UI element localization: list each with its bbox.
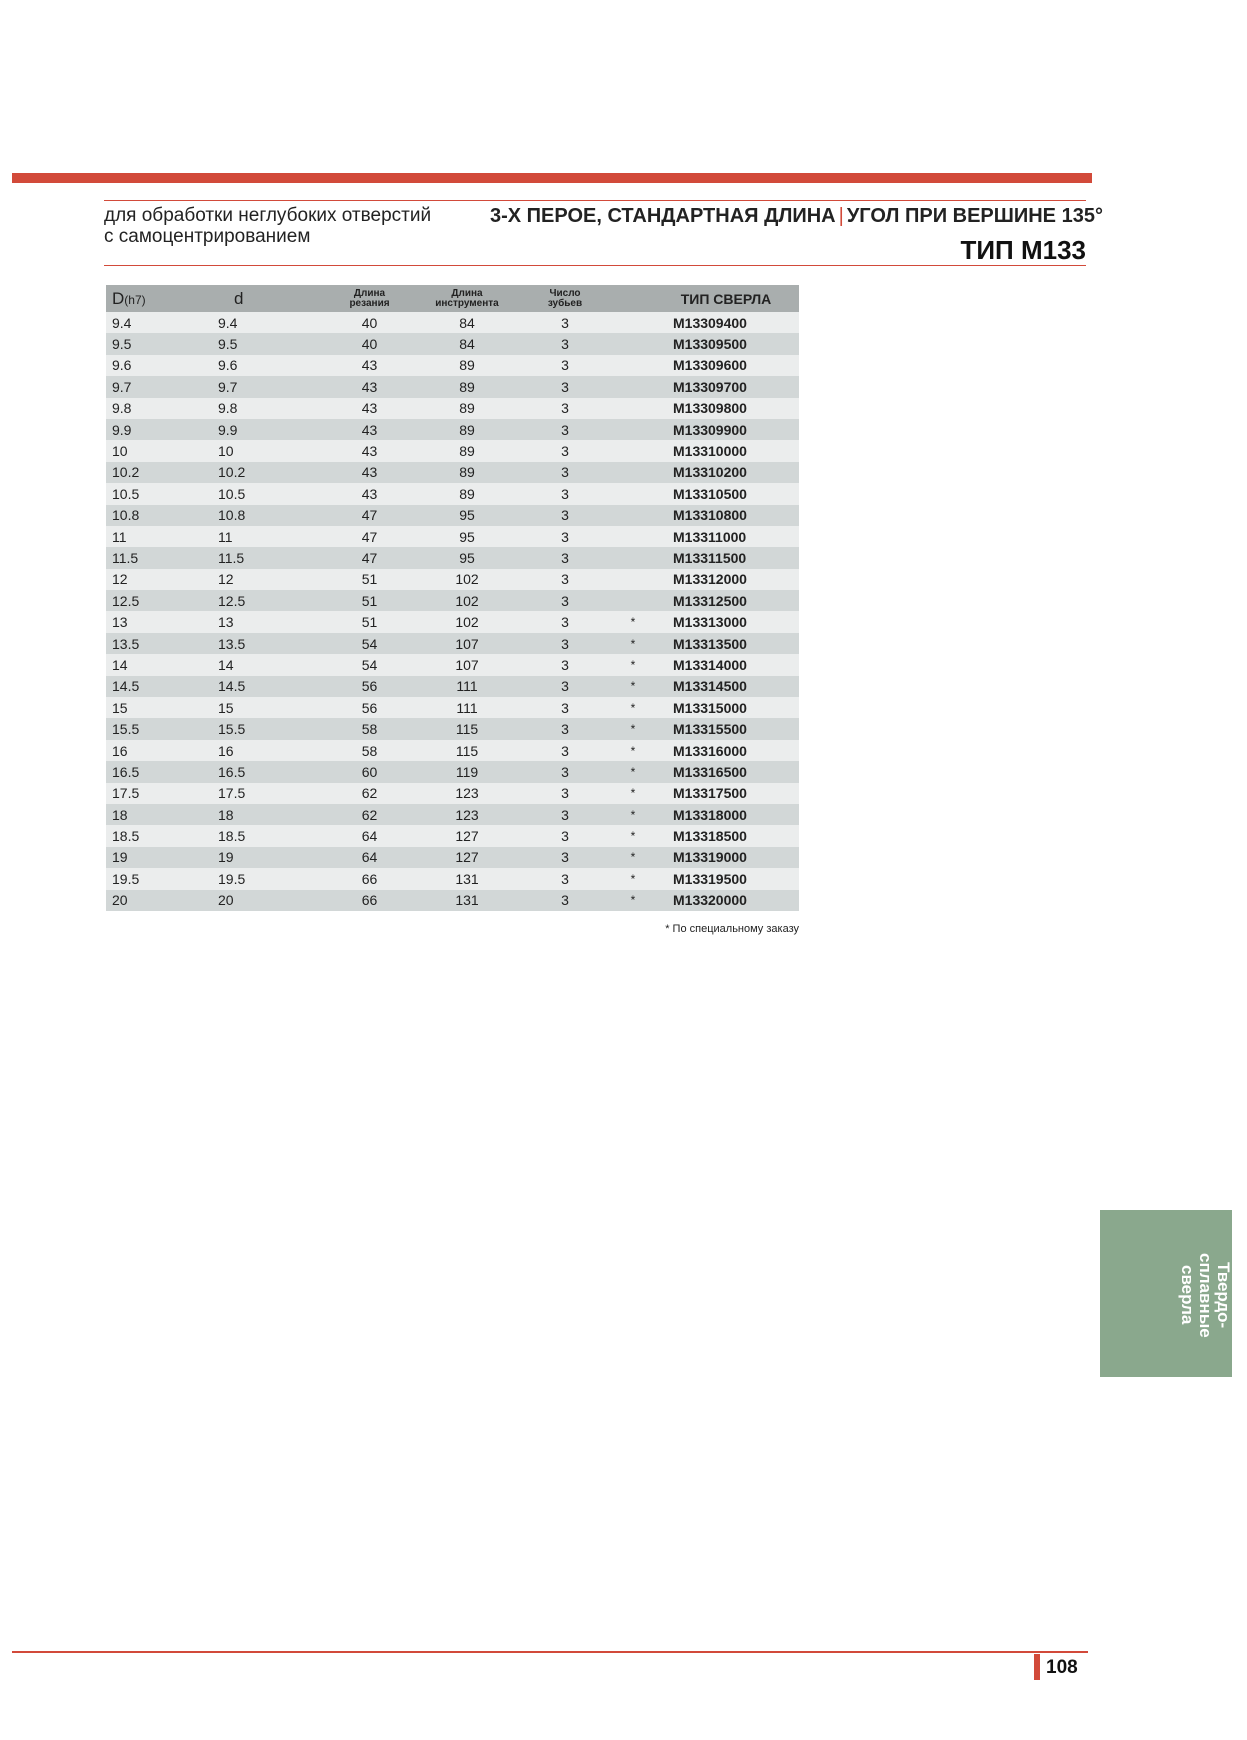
footer-rule	[12, 1651, 1088, 1653]
cell-special-order	[613, 483, 653, 504]
table-row	[106, 868, 799, 889]
cell-special-order: *	[613, 676, 653, 697]
cell-drill-code: M13313000	[653, 611, 799, 632]
cell-d: 18.5	[210, 825, 322, 846]
cell-tool-length: 111	[417, 697, 517, 718]
cell-d: 16.5	[210, 761, 322, 782]
section-tab-line-1: Твердо-	[1214, 1261, 1233, 1329]
cell-tool-length: 95	[417, 547, 517, 568]
cell-drill-code: M13309800	[653, 398, 799, 419]
cell-teeth: 3	[517, 890, 613, 911]
cell-tool-length: 107	[417, 654, 517, 675]
cell-D: 16	[106, 740, 210, 761]
cell-special-order: *	[613, 847, 653, 868]
cell-drill-code: M13319500	[653, 868, 799, 889]
heading-separator: |	[838, 205, 844, 227]
table-row	[106, 398, 799, 419]
cell-d: 13.5	[210, 633, 322, 654]
cell-tool-length: 102	[417, 569, 517, 590]
cell-d: 12	[210, 569, 322, 590]
section-tab[interactable]	[1100, 1210, 1232, 1377]
cell-d: 16	[210, 740, 322, 761]
table-row	[106, 526, 799, 547]
cell-tool-length: 95	[417, 505, 517, 526]
cell-special-order	[613, 376, 653, 397]
cell-tool-length: 115	[417, 740, 517, 761]
cell-d: 11	[210, 526, 322, 547]
cell-d: 10	[210, 440, 322, 461]
cell-cut-length: 66	[322, 868, 417, 889]
cell-D: 13	[106, 611, 210, 632]
cell-cut-length: 54	[322, 633, 417, 654]
cell-D: 15.5	[106, 718, 210, 739]
cell-cut-length: 43	[322, 483, 417, 504]
cell-teeth: 3	[517, 333, 613, 354]
header-rule-top	[104, 200, 1086, 201]
cell-drill-code: M13309500	[653, 333, 799, 354]
col-header-tool-length: Длина инструмента	[417, 285, 517, 312]
cell-cut-length: 43	[322, 376, 417, 397]
cell-D: 17.5	[106, 783, 210, 804]
cell-D: 18.5	[106, 825, 210, 846]
cell-cut-length: 56	[322, 676, 417, 697]
cell-D: 19.5	[106, 868, 210, 889]
footnote: * По специальному заказу	[665, 923, 799, 935]
cell-d: 12.5	[210, 590, 322, 611]
table-row	[106, 761, 799, 782]
cell-special-order	[613, 505, 653, 526]
cell-cut-length: 43	[322, 419, 417, 440]
cell-d: 10.2	[210, 462, 322, 483]
drill-spec-table	[106, 285, 799, 911]
table-row	[106, 740, 799, 761]
cell-d: 15.5	[210, 718, 322, 739]
cell-drill-code: M13310800	[653, 505, 799, 526]
cell-tool-length: 89	[417, 398, 517, 419]
cell-special-order: *	[613, 890, 653, 911]
cell-drill-code: M13314500	[653, 676, 799, 697]
cell-drill-code: M13314000	[653, 654, 799, 675]
cell-tool-length: 127	[417, 825, 517, 846]
cell-special-order: *	[613, 783, 653, 804]
cell-drill-code: M13318000	[653, 804, 799, 825]
cell-cut-length: 58	[322, 740, 417, 761]
cell-cut-length: 51	[322, 590, 417, 611]
cell-d: 9.4	[210, 312, 322, 333]
cell-tool-length: 102	[417, 611, 517, 632]
cell-teeth: 3	[517, 868, 613, 889]
cell-tool-length: 119	[417, 761, 517, 782]
table-row	[106, 312, 799, 333]
table-row	[106, 654, 799, 675]
product-heading	[490, 205, 1103, 228]
cell-teeth: 3	[517, 376, 613, 397]
cell-special-order: *	[613, 761, 653, 782]
cell-D: 11	[106, 526, 210, 547]
cell-d: 9.5	[210, 333, 322, 354]
table-row	[106, 569, 799, 590]
cell-teeth: 3	[517, 740, 613, 761]
cell-drill-code: M13316500	[653, 761, 799, 782]
cell-cut-length: 47	[322, 505, 417, 526]
section-tab-label	[1100, 1220, 1232, 1370]
cell-drill-code: M13316000	[653, 740, 799, 761]
cell-teeth: 3	[517, 847, 613, 868]
table-body	[106, 312, 799, 911]
cell-tool-length: 89	[417, 376, 517, 397]
cell-drill-code: M13310500	[653, 483, 799, 504]
cell-special-order: *	[613, 740, 653, 761]
table-row	[106, 505, 799, 526]
cell-tool-length: 89	[417, 483, 517, 504]
cell-special-order	[613, 547, 653, 568]
cell-D: 10.5	[106, 483, 210, 504]
section-tab-line-3: сверла	[1178, 1265, 1197, 1325]
table-row	[106, 483, 799, 504]
cell-tool-length: 89	[417, 462, 517, 483]
cell-tool-length: 95	[417, 526, 517, 547]
cell-drill-code: M13320000	[653, 890, 799, 911]
cell-cut-length: 40	[322, 333, 417, 354]
cell-cut-length: 58	[322, 718, 417, 739]
cell-special-order	[613, 590, 653, 611]
cell-teeth: 3	[517, 398, 613, 419]
cell-drill-code: M13310200	[653, 462, 799, 483]
cell-special-order	[613, 355, 653, 376]
cell-cut-length: 62	[322, 804, 417, 825]
heading-right: УГОЛ ПРИ ВЕРШИНЕ 135°	[846, 205, 1103, 227]
cell-special-order: *	[613, 825, 653, 846]
cell-drill-code: M13309400	[653, 312, 799, 333]
cell-d: 10.8	[210, 505, 322, 526]
cell-special-order	[613, 526, 653, 547]
table-header-row	[106, 285, 799, 312]
cell-cut-length: 60	[322, 761, 417, 782]
cell-tool-length: 84	[417, 333, 517, 354]
table-row	[106, 419, 799, 440]
cell-d: 11.5	[210, 547, 322, 568]
cell-drill-code: M13312000	[653, 569, 799, 590]
cell-d: 13	[210, 611, 322, 632]
cell-special-order: *	[613, 868, 653, 889]
cell-d: 19.5	[210, 868, 322, 889]
page-number: 108	[1046, 1657, 1078, 1678]
cell-teeth: 3	[517, 825, 613, 846]
cell-cut-length: 51	[322, 569, 417, 590]
cell-teeth: 3	[517, 783, 613, 804]
cell-D: 14.5	[106, 676, 210, 697]
table-row	[106, 676, 799, 697]
cell-drill-code: M13311500	[653, 547, 799, 568]
cell-teeth: 3	[517, 547, 613, 568]
cell-special-order	[613, 462, 653, 483]
cell-drill-code: M13309600	[653, 355, 799, 376]
page-marker	[1034, 1654, 1040, 1680]
cell-teeth: 3	[517, 718, 613, 739]
cell-special-order: *	[613, 633, 653, 654]
table-row	[106, 611, 799, 632]
top-accent-bar	[12, 173, 1092, 183]
section-tab-line-2: сплавные	[1196, 1252, 1215, 1338]
table-row	[106, 547, 799, 568]
cell-d: 19	[210, 847, 322, 868]
cell-D: 15	[106, 697, 210, 718]
cell-D: 20	[106, 890, 210, 911]
table-row	[106, 697, 799, 718]
cell-tool-length: 102	[417, 590, 517, 611]
cell-D: 11.5	[106, 547, 210, 568]
cell-d: 15	[210, 697, 322, 718]
table-row	[106, 783, 799, 804]
cell-cut-length: 47	[322, 526, 417, 547]
cell-d: 20	[210, 890, 322, 911]
cell-D: 9.6	[106, 355, 210, 376]
cell-cut-length: 43	[322, 462, 417, 483]
cell-teeth: 3	[517, 483, 613, 504]
cell-teeth: 3	[517, 611, 613, 632]
cell-cut-length: 43	[322, 440, 417, 461]
cell-special-order	[613, 569, 653, 590]
cell-drill-code: M13313500	[653, 633, 799, 654]
subtitle-line-1: для обработки неглубоких отверстий	[104, 205, 432, 226]
col-header-star	[613, 285, 653, 312]
cell-drill-code: M13315500	[653, 718, 799, 739]
cell-cut-length: 40	[322, 312, 417, 333]
cell-tool-length: 89	[417, 440, 517, 461]
cell-tool-length: 123	[417, 804, 517, 825]
subtitle-line-2: с самоцентрированием	[104, 226, 311, 247]
cell-tool-length: 123	[417, 783, 517, 804]
type-title: ТИП М133	[960, 235, 1086, 265]
cell-cut-length: 43	[322, 355, 417, 376]
cell-tool-length: 89	[417, 419, 517, 440]
cell-d: 9.7	[210, 376, 322, 397]
heading-left: 3-Х ПЕРОЕ, СТАНДАРТНАЯ ДЛИНА	[490, 205, 836, 227]
cell-cut-length: 47	[322, 547, 417, 568]
table-row	[106, 718, 799, 739]
cell-special-order: *	[613, 804, 653, 825]
cell-D: 9.8	[106, 398, 210, 419]
cell-cut-length: 54	[322, 654, 417, 675]
cell-special-order	[613, 398, 653, 419]
cell-special-order: *	[613, 697, 653, 718]
cell-D: 13.5	[106, 633, 210, 654]
cell-teeth: 3	[517, 761, 613, 782]
cell-cut-length: 66	[322, 890, 417, 911]
cell-teeth: 3	[517, 697, 613, 718]
cell-drill-code: M13315000	[653, 697, 799, 718]
cell-teeth: 3	[517, 590, 613, 611]
cell-d: 9.8	[210, 398, 322, 419]
col-header-cut-length: Длина резания	[322, 285, 417, 312]
cell-tool-length: 131	[417, 890, 517, 911]
table-row	[106, 847, 799, 868]
cell-teeth: 3	[517, 526, 613, 547]
col-header-drill-type: ТИП СВЕРЛА	[653, 285, 799, 312]
cell-special-order: *	[613, 611, 653, 632]
cell-cut-length: 51	[322, 611, 417, 632]
cell-d: 14.5	[210, 676, 322, 697]
cell-tool-length: 107	[417, 633, 517, 654]
table-row	[106, 333, 799, 354]
cell-special-order: *	[613, 718, 653, 739]
cell-tool-length: 89	[417, 355, 517, 376]
table-row	[106, 355, 799, 376]
cell-teeth: 3	[517, 312, 613, 333]
table-row	[106, 633, 799, 654]
cell-teeth: 3	[517, 355, 613, 376]
cell-tool-length: 115	[417, 718, 517, 739]
table-row	[106, 804, 799, 825]
cell-tool-length: 84	[417, 312, 517, 333]
cell-drill-code: M13318500	[653, 825, 799, 846]
cell-drill-code: M13317500	[653, 783, 799, 804]
cell-special-order	[613, 419, 653, 440]
cell-teeth: 3	[517, 654, 613, 675]
cell-D: 12	[106, 569, 210, 590]
cell-special-order: *	[613, 654, 653, 675]
col-header-D: D(h7)	[106, 285, 210, 312]
cell-teeth: 3	[517, 440, 613, 461]
cell-D: 10	[106, 440, 210, 461]
subtitle	[104, 205, 544, 247]
cell-d: 14	[210, 654, 322, 675]
cell-cut-length: 43	[322, 398, 417, 419]
cell-tool-length: 131	[417, 868, 517, 889]
cell-drill-code: M13319000	[653, 847, 799, 868]
cell-D: 14	[106, 654, 210, 675]
cell-D: 10.8	[106, 505, 210, 526]
cell-tool-length: 111	[417, 676, 517, 697]
cell-drill-code: M13311000	[653, 526, 799, 547]
col-header-teeth: Число зубьев	[517, 285, 613, 312]
cell-D: 19	[106, 847, 210, 868]
table-row	[106, 462, 799, 483]
cell-teeth: 3	[517, 419, 613, 440]
cell-D: 18	[106, 804, 210, 825]
cell-teeth: 3	[517, 505, 613, 526]
table-row	[106, 825, 799, 846]
table-row	[106, 890, 799, 911]
cell-D: 10.2	[106, 462, 210, 483]
cell-d: 9.6	[210, 355, 322, 376]
cell-drill-code: M13309700	[653, 376, 799, 397]
cell-teeth: 3	[517, 462, 613, 483]
cell-drill-code: M13309900	[653, 419, 799, 440]
cell-d: 10.5	[210, 483, 322, 504]
cell-tool-length: 127	[417, 847, 517, 868]
cell-special-order	[613, 333, 653, 354]
cell-d: 9.9	[210, 419, 322, 440]
col-header-d: d	[210, 285, 322, 312]
cell-teeth: 3	[517, 633, 613, 654]
table-row	[106, 376, 799, 397]
col-header-D-suffix: (h7)	[124, 292, 146, 307]
cell-cut-length: 56	[322, 697, 417, 718]
cell-d: 17.5	[210, 783, 322, 804]
cell-D: 9.5	[106, 333, 210, 354]
cell-D: 9.4	[106, 312, 210, 333]
cell-cut-length: 64	[322, 847, 417, 868]
cell-teeth: 3	[517, 804, 613, 825]
cell-teeth: 3	[517, 676, 613, 697]
cell-special-order	[613, 312, 653, 333]
cell-cut-length: 62	[322, 783, 417, 804]
cell-D: 12.5	[106, 590, 210, 611]
cell-D: 9.9	[106, 419, 210, 440]
cell-D: 9.7	[106, 376, 210, 397]
cell-d: 18	[210, 804, 322, 825]
cell-special-order	[613, 440, 653, 461]
table-row	[106, 440, 799, 461]
cell-drill-code: M13310000	[653, 440, 799, 461]
table-row	[106, 590, 799, 611]
cell-D: 16.5	[106, 761, 210, 782]
cell-drill-code: M13312500	[653, 590, 799, 611]
header-rule-bottom	[104, 265, 1086, 266]
cell-teeth: 3	[517, 569, 613, 590]
cell-cut-length: 64	[322, 825, 417, 846]
